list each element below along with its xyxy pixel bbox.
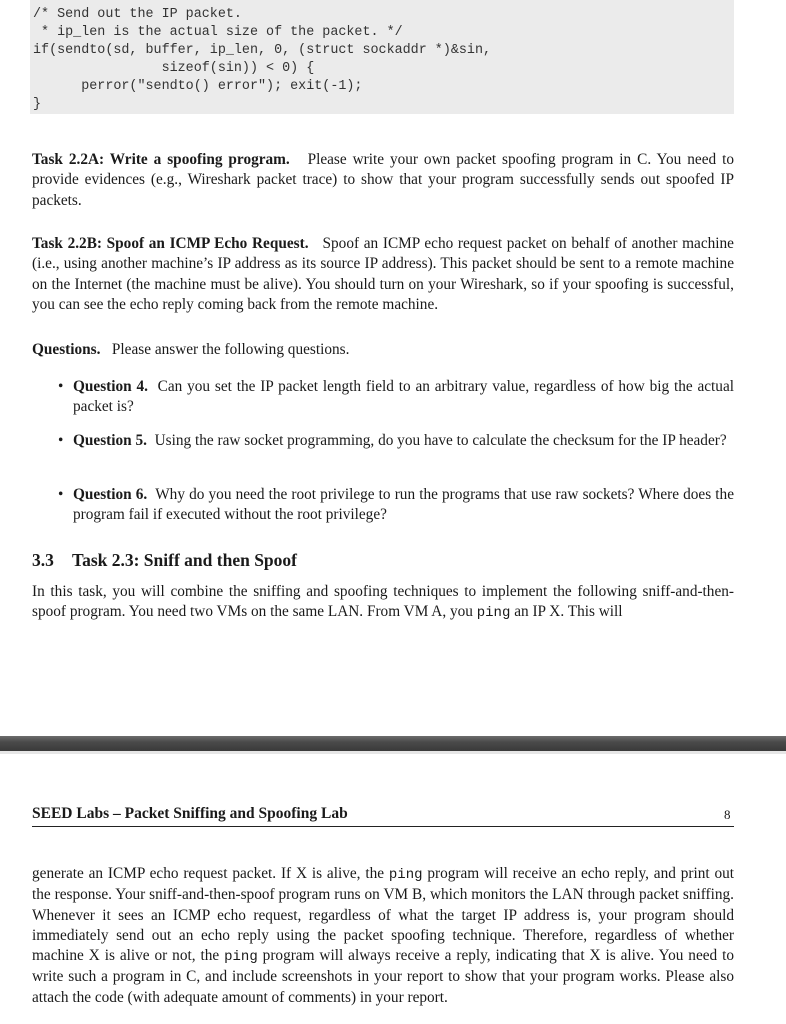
task-2-2b-paragraph [32, 234, 734, 315]
inline-code: ping [476, 605, 511, 622]
section-paragraph [32, 582, 734, 624]
question-text: Can you set the IP packet length field to an arbitrary value, regardless of how big the actual packet is? [73, 378, 734, 416]
code-line: if(sendto(sd, buffer, ip_len, 0, (struct sockaddr *)&sin, [33, 43, 492, 58]
code-line: } [33, 97, 42, 112]
continuation-paragraph [32, 864, 734, 1008]
question-label: Question 4. [73, 378, 148, 395]
page-header-title: SEED Labs – Packet Sniffing and Spoofing Lab [32, 805, 348, 822]
code-line: sizeof(sin)) < 0) { [33, 61, 315, 76]
section-title: Task 2.3: Sniff and then Spoof [72, 550, 297, 570]
continuation-text: program will always receive a reply, indicating that X is alive. You need to write such a program in C, and include screenshots in your report to show that your program works. Please also attach the code (with adequate amount of comments) in your report. [32, 947, 734, 1006]
task-2-2b-body: Spoof an ICMP echo request packet on behalf of another machine (i.e., using another machine’s IP address as its source IP address). This packet should be sent to a remote machine on the Internet (the machine must be alive). You should turn on your Wireshark, so if your spoofing is successful, you can see the echo reply coming back from the remote machine. [32, 235, 734, 313]
task-2-2b-heading: Task 2.2B: Spoof an ICMP Echo Request. [32, 235, 309, 252]
task-2-2a-heading: Task 2.2A: Write a spoofing program. [32, 151, 290, 168]
task-2-2a-paragraph [32, 150, 734, 211]
bullet-icon: • [58, 432, 64, 449]
page-break-divider [0, 736, 786, 751]
list-item [58, 377, 734, 418]
code-listing [30, 0, 734, 114]
questions-body: Please answer the following questions. [111, 341, 350, 358]
list-item [58, 485, 734, 526]
code-line: /* Send out the IP packet. [33, 7, 242, 22]
section-paragraph-text: an IP X. This will [514, 603, 623, 621]
questions-heading: Questions. [32, 341, 101, 358]
code-line: * ip_len is the actual size of the packet. */ [33, 25, 403, 40]
section-number: 3.3 [32, 550, 54, 570]
inline-code: ping [388, 867, 423, 883]
section-heading [32, 550, 297, 571]
list-item [58, 431, 734, 451]
question-label: Question 6. [73, 486, 148, 503]
questions-intro [32, 340, 734, 360]
inline-code: ping [224, 949, 258, 966]
code-line: perror("sendto() error"); exit(-1); [33, 79, 363, 94]
bullet-icon: • [58, 378, 64, 395]
bullet-icon: • [58, 486, 64, 503]
continuation-text: program will receive an echo reply, and print out the response. Your sniff-and-then-spoof program runs on VM B, which monitors the LAN through packet sniffing. Whenever it sees an ICMP echo request, regardless of what the target IP address is, your program should immediately send out an echo reply using the packet spoofing technique. Therefore, regardless of whether machine X is alive or not, the [32, 865, 735, 965]
page-number: 8 [724, 807, 731, 822]
question-text: Why do you need the root privilege to run the programs that use raw sockets? Where does the program fail if executed without the root privilege? [73, 486, 734, 524]
section-paragraph-text: In this task, you will combine the sniffing and spoofing techniques to implement the following sniff-and-then-spoof program. You need two VMs on the same LAN. From VM A, you [32, 583, 734, 621]
task-2-2a-body: Please write your own packet spoofing program in C. You need to provide evidences (e.g., Wireshark packet trace) to show that your program successfully sends out spoofed IP packets. [32, 151, 734, 209]
header-rule [32, 826, 734, 827]
continuation-text: generate an ICMP echo request packet. If X is alive, the [32, 865, 385, 882]
question-label: Question 5. [73, 432, 147, 449]
page-break-shadow [0, 751, 786, 754]
question-text: Using the raw socket programming, do you have to calculate the checksum for the IP header? [154, 432, 727, 449]
